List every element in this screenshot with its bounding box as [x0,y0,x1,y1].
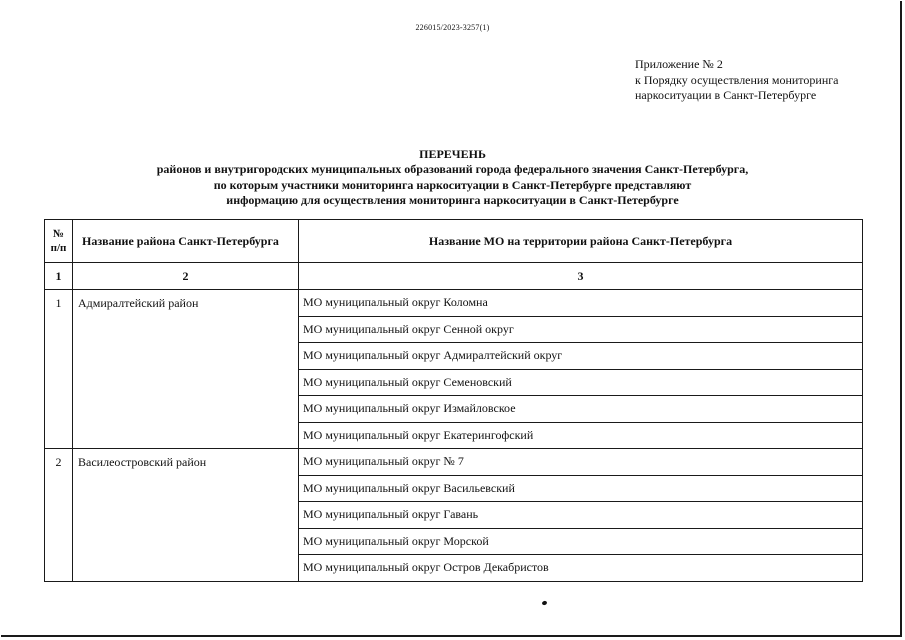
document-title [0,147,905,208]
scan-artifact-dot [541,600,547,605]
municipality-cell: МО муниципальный округ Семеновский [299,369,863,396]
title-heading: ПЕРЕЧЕНЬ [419,147,486,161]
header-number [45,220,73,263]
header-number-sign: № [52,228,65,240]
municipality-cell: МО муниципальный округ Остров Декабристов [299,555,863,582]
table-row [45,290,863,317]
municipality-cell: МО муниципальный округ Сенной округ [299,316,863,343]
appendix-line-2: к Порядку осуществления мониторинга [635,72,839,87]
districts-table [44,219,863,582]
column-index-1: 1 [45,263,73,290]
column-index-2: 2 [73,263,299,290]
appendix-note [635,57,838,104]
municipality-cell: МО муниципальный округ Коломна [299,290,863,317]
district-number: 1 [45,290,73,449]
municipality-cell: МО муниципальный округ Васильевский [299,475,863,502]
district-name: Адмиралтейский район [73,290,299,449]
district-number: 2 [45,449,73,582]
table-row [45,449,863,476]
header-district: Название района Санкт-Петербурга [73,220,299,263]
table-header-row [45,220,863,263]
header-number-abbr: п/п [50,242,67,254]
column-index-3: 3 [299,263,863,290]
municipality-cell: МО муниципальный округ Екатерингофский [299,422,863,449]
district-name: Василеостровский район [73,449,299,582]
municipality-cell: МО муниципальный округ Морской [299,528,863,555]
title-line-2: по которым участники мониторинга наркоситуации в Санкт-Петербурге представляют [213,177,692,192]
appendix-line-3: наркоситуации в Санкт-Петербурге [635,88,817,102]
municipality-cell: МО муниципальный округ Измайловское [299,396,863,423]
municipality-cell: МО муниципальный округ Гавань [299,502,863,529]
municipality-cell: МО муниципальный округ Адмиралтейский округ [299,343,863,370]
appendix-line-1: Приложение № 2 [635,57,723,71]
document-registration-number: 226015/2023-3257(1) [415,23,490,32]
column-index-row [45,263,863,290]
header-municipality: Название МО на территории района Санкт-Петербурга [299,220,863,263]
title-line-3: информацию для осуществления мониторинга наркоситуации в Санкт-Петербурге [226,192,679,207]
title-line-1: районов и внутригородских муниципальных образований города федерального значения Санкт-Петербурга, [156,162,749,177]
municipality-cell: МО муниципальный округ № 7 [299,449,863,476]
